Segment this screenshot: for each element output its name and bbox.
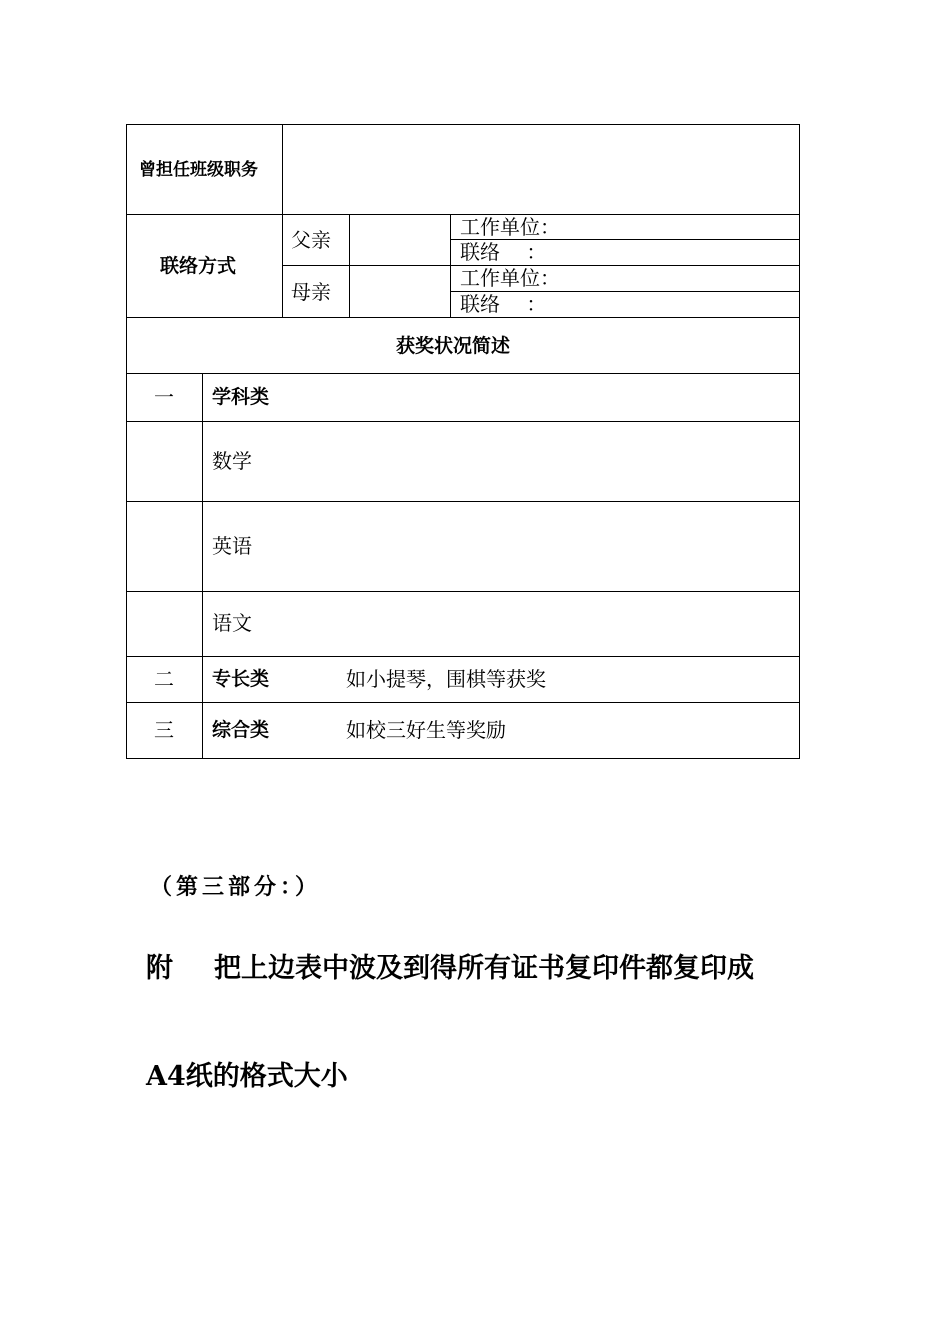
mother-work-unit-label: 工作单位： xyxy=(460,266,560,290)
col-line xyxy=(202,373,203,759)
subject-english: 英语 xyxy=(212,534,252,558)
father-contact-label: 联络 ： xyxy=(460,240,547,264)
row-line xyxy=(126,421,800,422)
row-line xyxy=(126,702,800,703)
col-line xyxy=(450,214,451,318)
col-line xyxy=(282,124,283,318)
col-line xyxy=(349,214,350,318)
table-border-top xyxy=(126,124,800,125)
note-line-1: 把上边表中波及到得所有证书复印件都复印成 xyxy=(214,953,754,984)
mother-contact-label: 联络 ： xyxy=(460,292,547,316)
section-number: 二 xyxy=(154,667,174,691)
note-prefix: 附 xyxy=(146,953,173,984)
section-number: 三 xyxy=(154,718,174,742)
section-category: 学科类 xyxy=(212,386,270,408)
awards-title: 获奖状况简述 xyxy=(396,335,511,357)
section-number: 一 xyxy=(154,385,174,409)
section-note: 如小提琴，围棋等获奖 xyxy=(346,667,546,691)
section-category: 综合类 xyxy=(212,719,270,741)
subject-chinese: 语文 xyxy=(212,611,252,635)
table-border-left xyxy=(126,124,127,759)
part-heading: （第三部分：） xyxy=(150,875,322,900)
table-border-bottom xyxy=(126,758,800,759)
row-line xyxy=(126,656,800,657)
subject-math: 数学 xyxy=(212,449,252,473)
table-border-right xyxy=(799,124,800,759)
contact-label: 联络方式 xyxy=(160,255,237,277)
note-line-2: A4纸的格式大小 xyxy=(146,1061,348,1092)
row-line xyxy=(126,373,800,374)
father-work-unit-label: 工作单位： xyxy=(460,215,560,239)
former-class-duties-label: 曾担任班级职务 xyxy=(139,160,258,180)
mother-label: 母亲 xyxy=(291,280,331,304)
father-label: 父亲 xyxy=(291,228,331,252)
row-line xyxy=(126,317,800,318)
row-line xyxy=(126,501,800,502)
section-note: 如校三好生等奖励 xyxy=(346,718,506,742)
row-line xyxy=(126,591,800,592)
section-category: 专长类 xyxy=(212,668,270,690)
